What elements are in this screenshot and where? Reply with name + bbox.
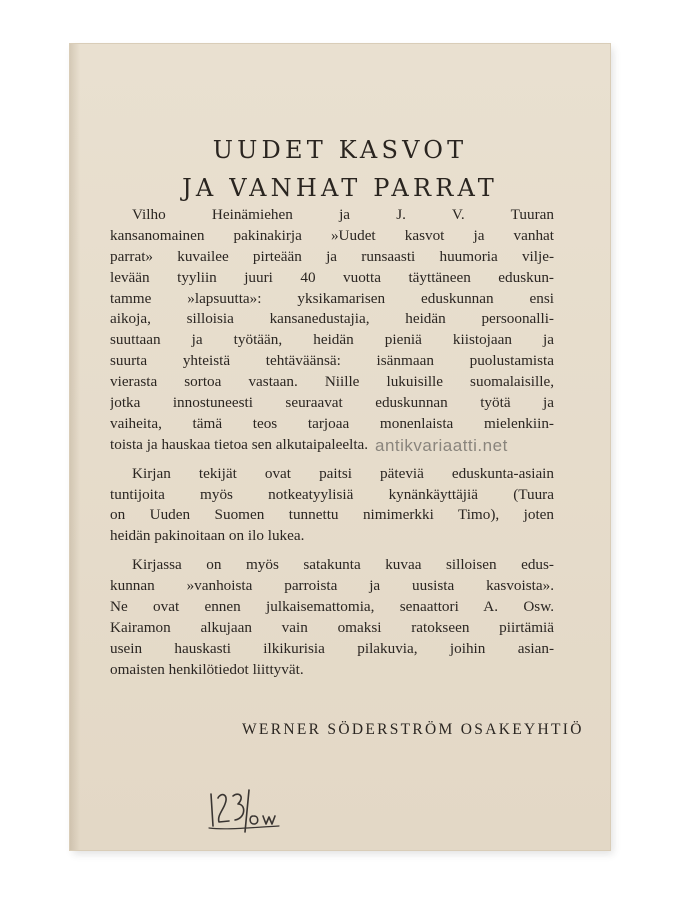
paragraph-line: heidän pakinoitaan on ilo lukea. <box>110 527 305 545</box>
paragraph-line: suuttaan ja työtään, heidän pieniä kiistojaan ja <box>110 331 554 349</box>
description-text <box>110 205 554 681</box>
publisher-name: WERNER SÖDERSTRÖM OSAKEYHTIÖ <box>242 721 584 738</box>
paragraph-line: jotka innostuneesti seuraavat eduskunnan työtä ja <box>110 394 554 412</box>
paragraph-gap <box>110 547 554 555</box>
paragraph-gap <box>110 456 554 464</box>
paragraph-line: Vilho Heinämiehen ja J. V. Tuuran <box>132 206 554 223</box>
paragraph-line: tuntijoita myös notkeatyylisiä kynänkäyttäjiä (Tuura <box>110 485 554 503</box>
paragraph-line: aikoja, silloisia kansanedustajia, heidän persoonalli- <box>110 310 554 328</box>
title-line-2: JA VANHAT PARRAT <box>182 174 498 202</box>
paragraph-line: Kirjassa on myös satakunta kuvaa silloisen edus- <box>132 556 554 574</box>
paragraph-line: vierasta sortoa vastaan. Niille lukuisille suomalaisille, <box>110 373 554 391</box>
title-line-1: UUDET KASVOT <box>212 136 468 164</box>
paragraph-line: suurta yhteistä tehtäväänsä: isänmaan puolustamista <box>110 352 554 370</box>
paragraph-line: tamme »lapsuutta»: yksikamarisen eduskunnan ensi <box>110 289 554 307</box>
watermark-text: antikvariaatti.net <box>375 436 508 455</box>
paragraph-line: kunnan »vanhoista parroista ja uusista kasvoista». <box>110 577 554 595</box>
paragraph-line: kansanomainen pakinakirja »Uudet kasvot ja vanhat <box>110 226 554 244</box>
paragraph-line: on Uuden Suomen tunnettu nimimerkki Timo), joten <box>110 506 554 524</box>
paragraph-line: Ne ovat ennen julkaisemattomia, senaattori A. Osw. <box>110 598 554 616</box>
paragraph-line: Kirjan tekijät ovat paitsi päteviä eduskunta-asiain <box>132 464 554 482</box>
handwritten-note-image <box>205 782 285 834</box>
paragraph-line: levään tyyliin juuri 40 vuotta täyttäneen eduskun- <box>110 268 554 286</box>
paragraph-line: usein hauskasti ilkikurisia pilakuvia, joihin asian- <box>110 639 554 657</box>
paragraph-line: toista ja hauskaa tietoa sen alkutaipaleelta. <box>110 435 369 453</box>
paragraph-line: vaiheita, tämä teos tarjoaa monenlaista mielenkiin- <box>110 414 554 432</box>
paragraph-line: omaisten henkilötiedot liittyvät. <box>110 660 304 678</box>
paragraph-line: parrat» kuvailee pirteään ja runsaasti huumoria vilje- <box>110 247 554 265</box>
paragraph-line: Kairamon alkujaan vain omaksi ratokseen piirtämiä <box>110 618 554 636</box>
